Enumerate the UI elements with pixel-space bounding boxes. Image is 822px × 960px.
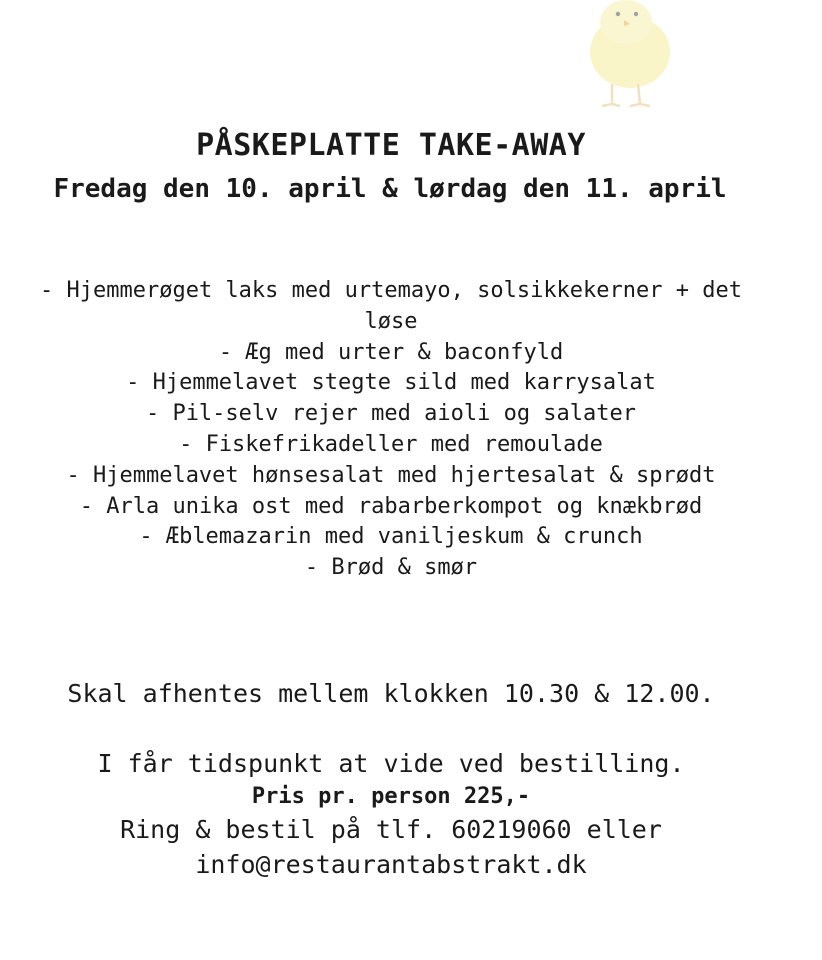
menu-item: - Æblemazarin med vaniljeskum & crunch	[139, 524, 643, 550]
flyer-title: PÅSKEPLATTE TAKE-AWAY	[196, 128, 586, 163]
menu-item: - Æg med urter & baconfyld	[218, 339, 564, 365]
menu-item: - Hjemmelavet hønsesalat med hjertesalat & sprødt	[66, 462, 716, 488]
event-dates: Fredag den 10. april & lørdag den 11. april	[53, 174, 727, 204]
menu-item: - Hjemmelavet stegte sild med karrysalat	[126, 370, 656, 396]
easter-chick-icon	[578, 0, 678, 110]
menu-item: - Hjemmerøget laks med urtemayo, solsikkekerner + det løse	[40, 278, 742, 334]
menu-item: - Arla unika ost med rabarberkompot og knækbrød	[79, 493, 703, 519]
booking-notice: I får tidspunkt at vide ved bestilling.	[97, 749, 685, 778]
menu-list	[20, 276, 762, 584]
menu-item: - Pil-selv rejer med aioli og salater	[145, 401, 637, 427]
pickup-time-text: Skal afhentes mellem klokken 10.30 & 12.00.	[67, 679, 715, 708]
price-per-person: Pris pr. person 225,-	[251, 784, 531, 809]
contact-phone-line: Ring & bestil på tlf. 60219060 eller	[120, 815, 662, 844]
menu-item: - Brød & smør	[304, 555, 478, 581]
contact-info	[0, 812, 782, 882]
menu-item: - Fiskefrikadeller med remoulade	[179, 431, 603, 457]
contact-email: info@restaurantabstrakt.dk	[195, 850, 587, 879]
